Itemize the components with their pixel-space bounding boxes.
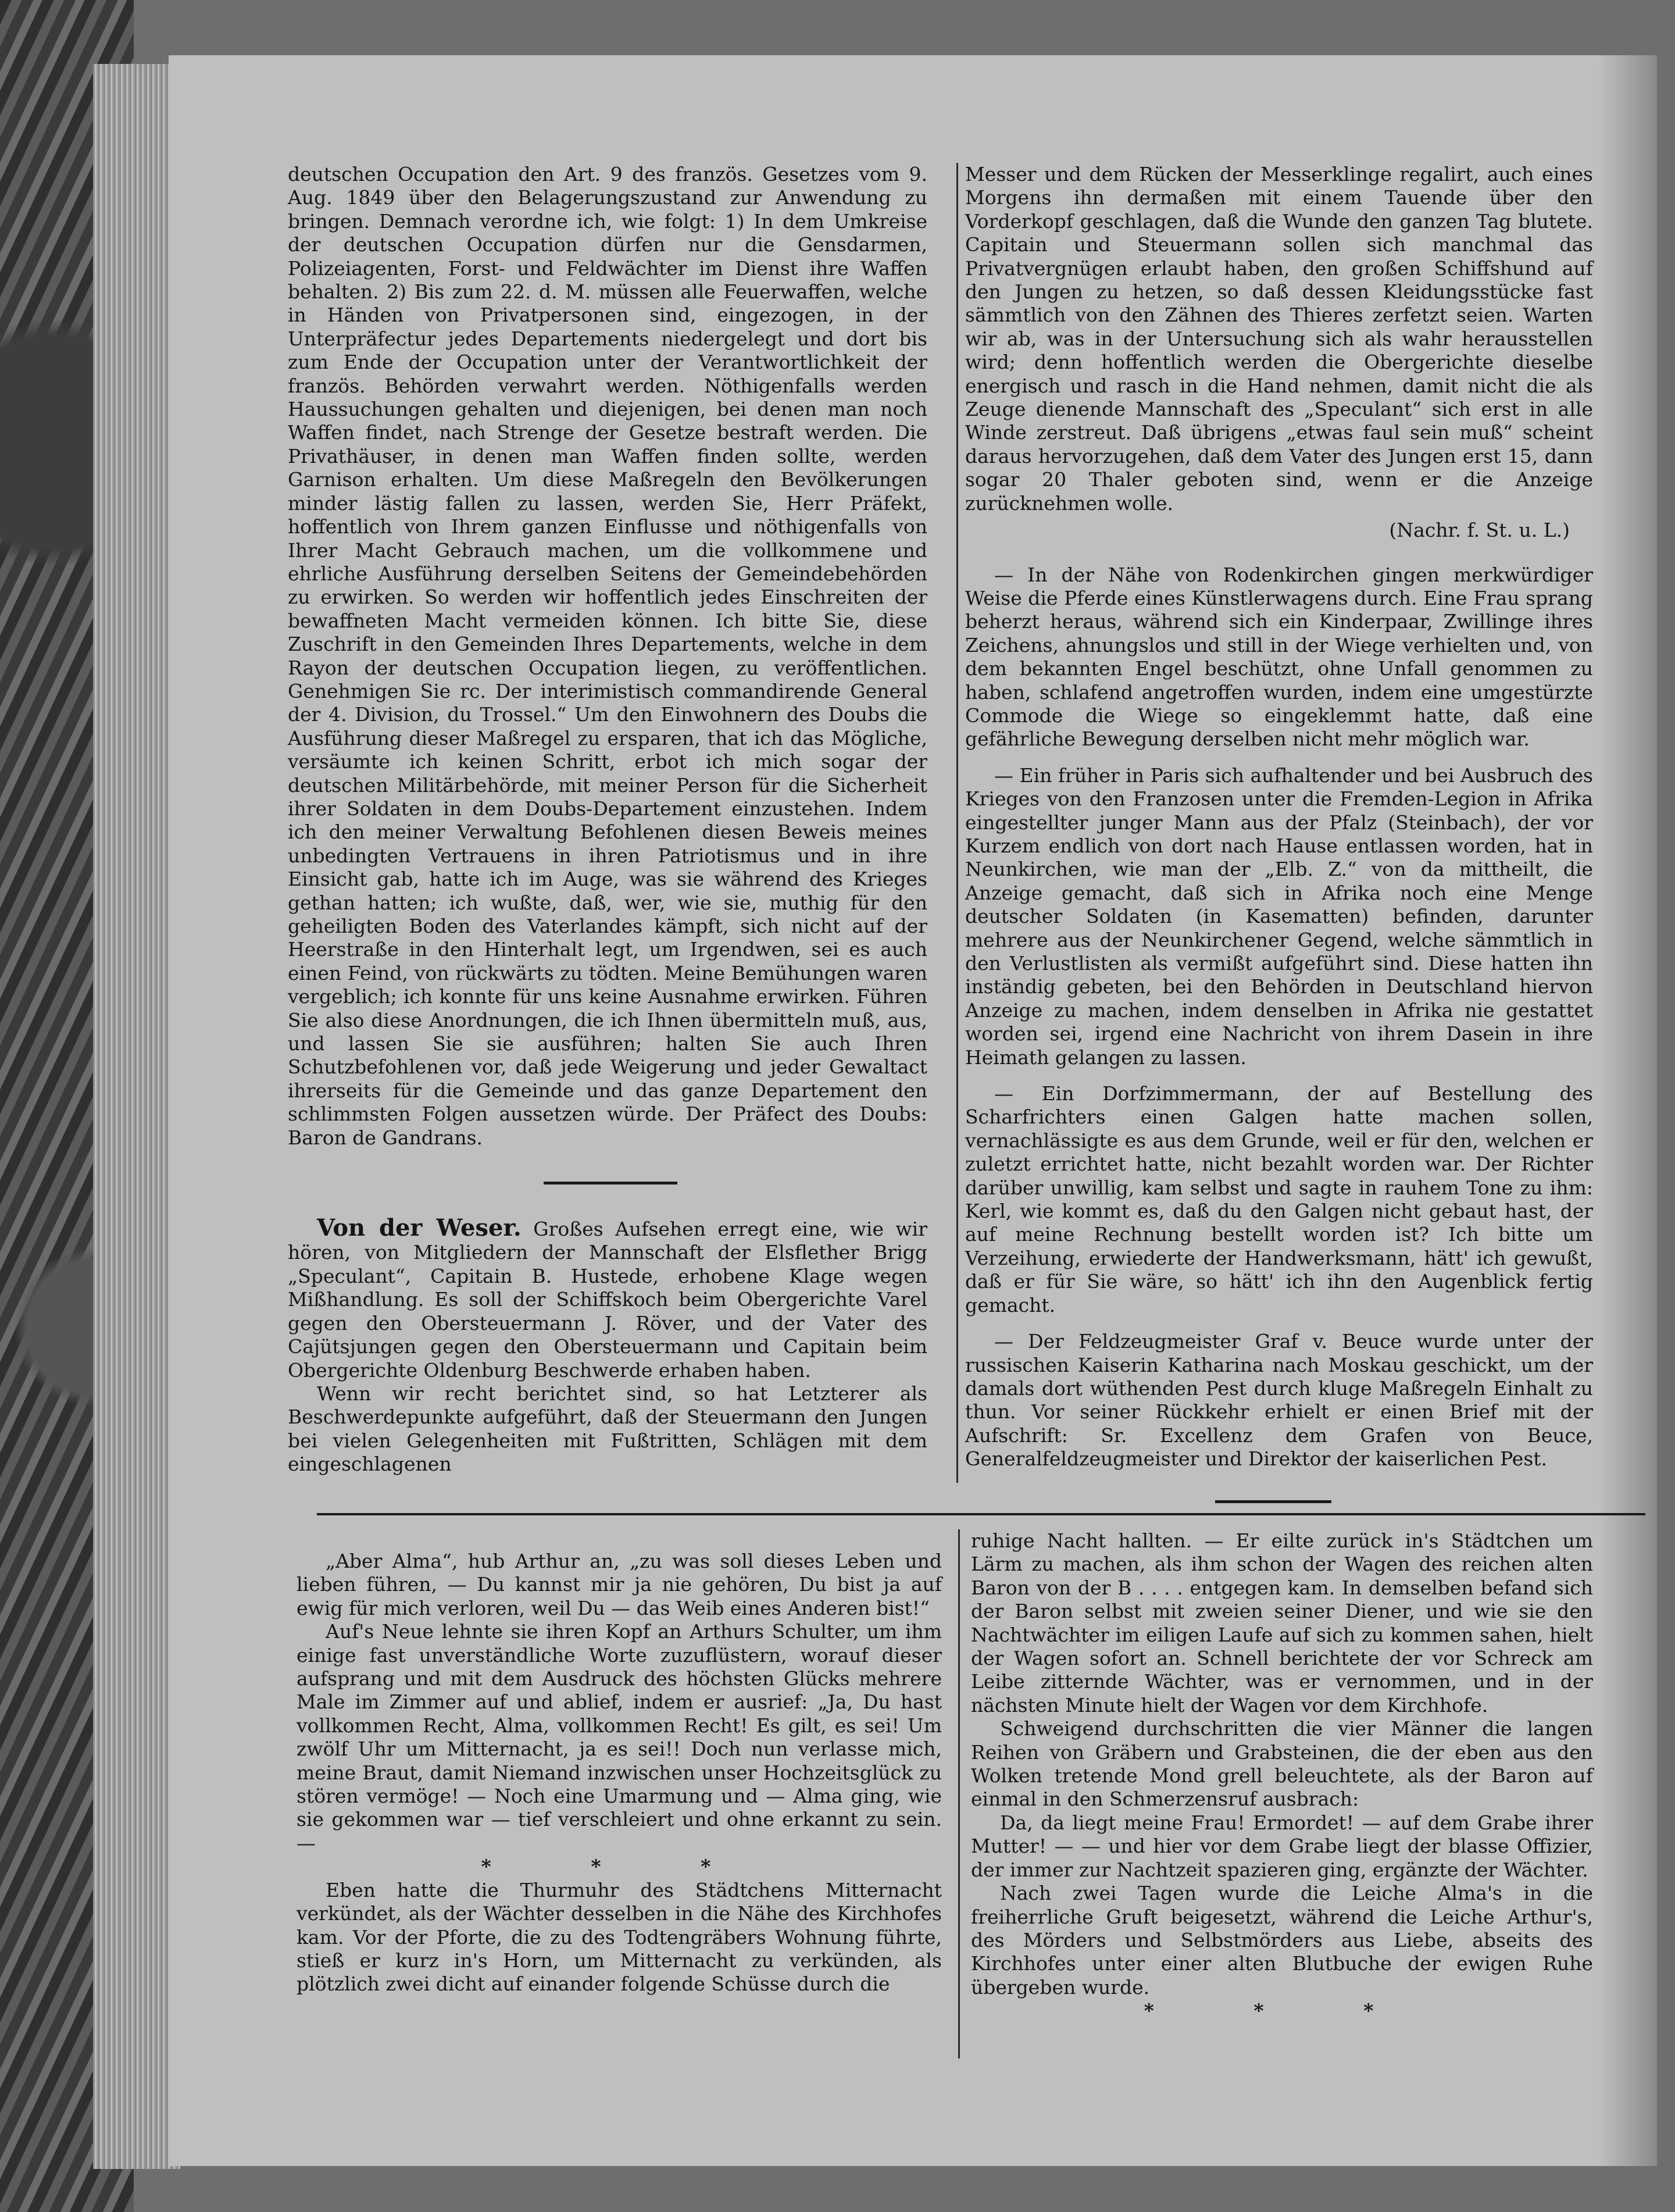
column-upper-left xyxy=(288,163,927,1476)
section-stars-end: * * * xyxy=(1144,1999,1420,2022)
feuilleton-column-rule xyxy=(958,1529,960,2058)
novel-paragraph-6: Da, da liegt meine Frau! Ermordet! — auf dem Grabe ihrer Mutter! — — und hier vor dem Grabe liegt der blasse Offizier, der immer zur Nachtzeit spazieren ging, ergänzte der Wächter. xyxy=(971,1811,1593,1881)
source-citation: (Nachr. f. St. u. L.) xyxy=(1389,519,1570,542)
novel-paragraph-7: Nach zwei Tagen wurde die Leiche Alma's in die freiherrliche Gruft beigesetzt, während die Leiche Arthur's, des Mörders und Selbstmörders aus Liebe, abseits des Kirchhofes unter einer alten Blutbuche der ewigen Ruhe übergeben wurde. xyxy=(971,1882,1593,1999)
column-rule xyxy=(956,163,958,1483)
fremdenlegion-item: — Ein früher in Paris sich aufhaltender und bei Ausbruch des Krieges von den Franzosen unter die Fremden-Legion in Afrika eingestellter junger Mann aus der Pfalz (Steinbach), der vor Kurzem endlich von dort nach Hause entlassen worden, hat in Neunkirchen, wie man der „Elb. Z.“ von da mittheilt, die Anzeige gemacht, daß sich in Afrika noch eine Menge deutscher Soldaten (in Kasematten) befinden, darunter mehrere aus der Neunkirchener Gegend, welche sämmtlich in den Verlustlisten als vermißt aufgeführt sind. Diese hatten ihn inständig gebeten, bei den Behörden in Deutschland hiervon Anzeige zu machen, indem denselben in Afrika nie gestattet worden sei, irgend eine Nachricht von ihrem Dasein in ihre Heimath gelangen zu lassen. xyxy=(965,764,1593,1069)
weser-paragraph-2: Wenn wir recht berichtet sind, so hat Letzterer als Beschwerdepunkte aufgeführt, daß der Steuermann den Jungen bei vielen Gelegenheiten mit Fußtritten, Schlägen mit dem eingeschlagenen xyxy=(288,1382,927,1476)
speculant-continuation: Messer und dem Rücken der Messerklinge regalirt, auch eines Morgens ihn dermaßen mit einem Tauende über den Vorderkopf geschlagen, daß die Wunde den ganzen Tag blutete. Capitain und Steuermann sollen sich manchmal das Privatvergnügen erlaubt haben, den großen Schiffshund auf den Jungen zu hetzen, so daß dessen Kleidungsstücke fast sämmtlich von den Zähnen des Thieres zerfetzt seien. Warten wir ab, was in der Untersuchung sich als wahr herausstellen wird; denn hoffentlich werden die Obergerichte dieselbe energisch und rasch in die Hand nehmen, damit nicht die als Zeuge dienende Mannschaft des „Speculant“ sich erst in alle Winde zerstreut. Daß übrigens „etwas faul sein muß“ scheint daraus hervorzugehen, daß dem Vater des Jungen erst 15, dann sogar 20 Thaler geboten sind, wenn er die Anzeige zurücknehmen wolle. xyxy=(965,163,1593,515)
weser-paragraph-1: Großes Aufsehen erregt eine, wie wir hören, von Mitgliedern der Mannschaft der Elsflether Brigg „Speculant“, Capitain B. Hustede, erhobene Klage wegen Mißhandlung. Es soll der Schiffskoch beim Obergerichte Varel gegen den Obersteuermann J. Röver, und der Vater des Cajütsjungen gegen den Obersteuermann und Capitain beim Obergerichte Oldenburg Beschwerde erhaben haben. xyxy=(288,1218,928,1382)
novel-paragraph-3: Eben hatte die Thurmuhr des Städtchens Mitternacht verkündet, als der Wächter desselben in die Nähe des Kirchhofes kam. Vor der Pforte, die zu des Todtengräbers Wohnung führte, stieß er kurz in's Horn, um Mitternacht zu verkünden, als plötzlich zwei dicht auf einander folgende Schüsse durch die xyxy=(297,1878,942,1996)
novel-paragraph-1: „Aber Alma“, hub Arthur an, „zu was soll dieses Leben und lieben führen, — Du kannst mir ja nie gehören, Du bist ja auf ewig für mich verloren, weil Du — das Weib eines Anderen bist!“ xyxy=(297,1550,942,1619)
prefect-letter-text: deutschen Occupation den Art. 9 des französ. Gesetzes vom 9. Aug. 1849 über den Belagerungszustand zur Anwendung zu bringen. Demnach verordne ich, wie folgt: 1) In dem Umkreise der deutschen Occupation dürfen nur die Gensdarmen, Polizeiagenten, Forst- und Feldwächter im Dienst ihre Waffen behalten. 2) Bis zum 22. d. M. müssen alle Feuerwaffen, welche in Händen von Privatpersonen sind, eingezogen, in der Unterpräfectur jedes Departements niedergelegt und dort bis zum Ende der Occupation unter der Verantwortlichkeit der französ. Behörden verwahrt werden. Nöthigenfalls werden Haussuchungen gehalten und diejenigen, bei denen man noch Waffen findet, nach Strenge der Gesetze bestraft werden. Die Privathäuser, in denen man Waffen finden sollte, werden Garnison erhalten. Um diese Maßregeln den Bevölkerungen minder lästig fallen zu lassen, werden Sie, Herr Präfekt, hoffentlich von Ihrem ganzen Einflusse und nöthigenfalls von Ihrer Macht Gebrauch machen, um die vollkommene und ehrliche Ausführung derselben Seitens der Gemeindebehörden zu erwirken. So werden wir hoffentlich jedes Einschreiten der bewaffneten Macht vermeiden können. Ich bitte Sie, diese Zuschrift in den Gemeinden Ihres Departements, welche in dem Rayon der deutschen Occupation liegen, zu veröffentlichen. Genehmigen Sie rc. Der interimistisch commandirende General der 4. Division, du Trossel.“ Um den Einwohnern des Doubs die Ausführung dieser Maßregel zu ersparen, that ich das Mögliche, versäumte ich keinen Schritt, erbot ich mich sogar der deutschen Militärbehörde, mit meiner Person für die Sicherheit ihrer Soldaten in dem Doubs-Departement einzustehen. Indem ich den meiner Verwaltung Befohlenen diesen Beweis meines unbedingten Vertrauens in ihren Patriotismus und in ihre Einsicht gab, hatte ich im Auge, was sie während des Krieges gethan hatten; ich wußte, daß, wer, wie sie, muthig für den geheiligten Boden des Vaterlandes kämpft, sich nicht auf der Heerstraße in den Hinterhalt legt, um Irgendwen, sei es auch einen Feind, von rückwärts zu tödten. Meine Bemühungen waren vergeblich; ich konnte für uns keine Ausnahme erwirken. Führen Sie also diese Anordnungen, die ich Ihnen übermitteln muß, aus, und lassen Sie sie ausführen; halten Sie auch Ihren Schutzbefohlenen vor, daß jede Weigerung und jeder Gewaltact ihrerseits für die Gemeinde und das ganze Departement den schlimmsten Folgen aussetzen würde. Der Präfect des Doubs: Baron de Gandrans. xyxy=(288,163,927,1149)
column-upper-right xyxy=(965,163,1593,1503)
feuilleton-rule xyxy=(317,1513,1645,1515)
weser-article-lead xyxy=(288,1216,927,1382)
section-stars: * * * xyxy=(481,1855,758,1878)
column-lower-left xyxy=(297,1550,942,1996)
page-block-edge xyxy=(93,64,180,2169)
section-divider-right xyxy=(1215,1500,1331,1503)
novel-paragraph-2: Auf's Neue lehnte sie ihren Kopf an Arthurs Schulter, um ihm einige fast unverständliche Worte zuzuflüstern, worauf dieser aufsprang und mit dem Ausdruck des höchsten Glücks mehrere Male im Zimmer auf und ablief, indem er ausrief: „Ja, Du hast vollkommen Recht, Alma, vollkommen Recht! Es gilt, es sei! Um zwölf Uhr um Mitternacht, ja es sei!! Doch nun verlasse mich, meine Braut, damit Niemand inzwischen unser Hochzeitsglück zu stören vermöge! — Noch eine Umarmung und — Alma ging, wie sie gekommen war — tief verschleiert und ohne erkannt zu sein. — xyxy=(297,1620,942,1854)
beuce-anecdote: — Der Feldzeugmeister Graf v. Beuce wurde unter der russischen Kaiserin Katharina nach Moskau geschickt, um der damals dort wüthenden Pest durch kluge Maßregeln Einhalt zu thun. Vor seiner Rückkehr erhielt er einen Brief mit der Aufschrift: Sr. Excellenz dem Grafen von Beuce, Generalfeldzeugmeister und Direktor der kaiserlichen Pest. xyxy=(965,1330,1593,1471)
rodenkirchen-item: — In der Nähe von Rodenkirchen gingen merkwürdiger Weise die Pferde eines Künstlerwagens durch. Eine Frau sprang beherzt heraus, während sich ein Kinderpaar, Zwillinge ihres Zeichens, ahnungslos und still in der Wiege verhielten und, von dem bekannten Engel beschützt, ohne Unfall genommen zu haben, schlafend angetroffen wurden, indem eine umgestürzte Commode die Wiege so eingeklemmt hatte, daß eine gefährliche Bewegung derselben nicht mehr möglich war. xyxy=(965,563,1593,751)
section-divider xyxy=(544,1182,677,1185)
weser-heading: Von der Weser. xyxy=(317,1214,522,1242)
galgen-anecdote: — Ein Dorfzimmermann, der auf Bestellung des Scharfrichters einen Galgen hatte machen sollen, vernachlässigte es aus dem Grunde, weil er für den, welchen er zuletzt errichtet hatte, nicht bezahlt worden war. Der Richter darüber unwillig, kam selbst und sagte in rauhem Tone zu ihm: Kerl, wie kommt es, daß du den Galgen nicht gebaut hast, der auf meine Rechnung bestellt worden ist? Ich bitte um Verzeihung, erwiederte der Handwerksmann, hätt' ich gewußt, daß er für Sie wäre, so hätt' ich ihn den Augenblick fertig gemacht. xyxy=(965,1082,1593,1317)
novel-paragraph-5: Schweigend durchschritten die vier Männer die langen Reihen von Gräbern und Grabsteinen, die der eben aus den Wolken tretende Mond grell beleuchtete, als der Baron auf einmal in den Schmerzensruf ausbrach: xyxy=(971,1717,1593,1811)
novel-paragraph-4: ruhige Nacht hallten. — Er eilte zurück in's Städtchen um Lärm zu machen, als ihm schon der Wagen des reichen alten Baron von der B . . . . entgegen kam. In demselben befand sich der Baron selbst mit zweien seiner Diener, und wie sie den Nachtwächter im eiligen Laufe auf sich zu kommen sahen, hielt der Wagen sofort an. Schnell berichtete der vor Schreck am Leibe zitternde Wächter, was er vernommen, und in der nächsten Minute hielt der Wagen vor dem Kirchhofe. xyxy=(971,1529,1593,1717)
column-lower-right xyxy=(971,1529,1593,2023)
